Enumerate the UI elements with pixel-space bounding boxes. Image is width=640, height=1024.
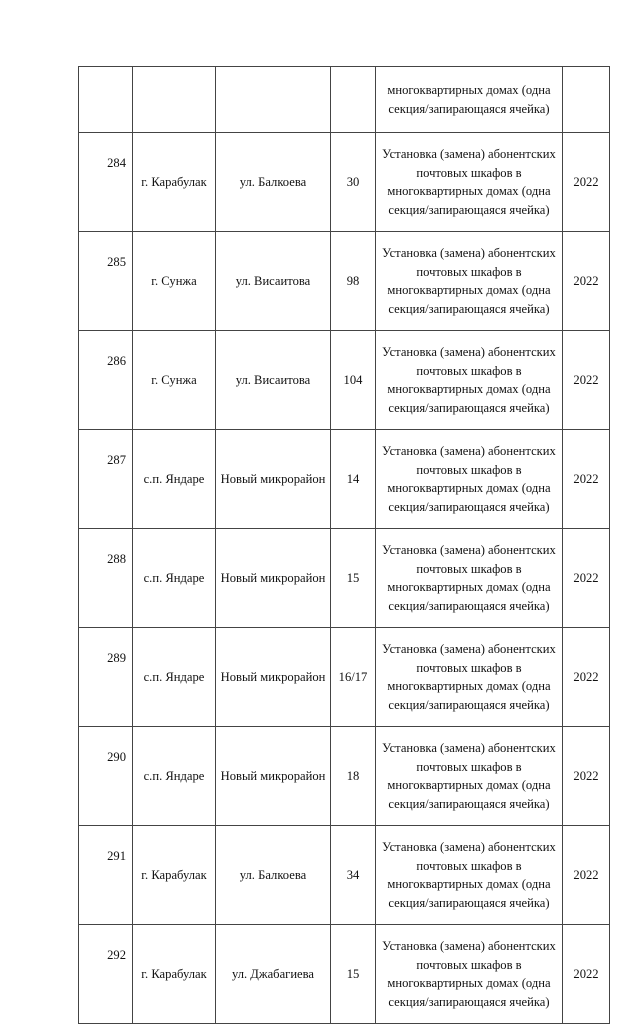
work-line: Установка (замена) абонентских (382, 741, 556, 755)
row-number: 292 (79, 925, 133, 1024)
work-line: почтовых шкафов в (416, 462, 522, 477)
row-house: 104 (331, 331, 376, 430)
work-line: многоквартирных домах (одна (387, 877, 551, 891)
row-number: 291 (79, 826, 133, 925)
table-row (79, 826, 610, 925)
row-city: г. Сунжа (133, 232, 216, 331)
work-line: почтовых шкафов в (416, 165, 522, 180)
row-city: с.п. Яндаре (133, 430, 216, 529)
work-line: Установка (замена) абонентских (382, 147, 556, 161)
work-line: Установка (замена) абонентских (382, 840, 556, 854)
work-line: Установка (замена) абонентских (382, 939, 556, 953)
row-street: ул. Джабагиева (216, 925, 331, 1024)
work-line: Установка (замена) абонентских (382, 345, 556, 359)
row-number: 285 (79, 232, 133, 331)
row-work (376, 826, 563, 925)
row-street: Новый микрорайон (216, 628, 331, 727)
row-work (376, 925, 563, 1024)
row-city: г. Карабулак (133, 133, 216, 232)
row-year: 2022 (563, 430, 610, 529)
table-row (79, 529, 610, 628)
table-row (79, 232, 610, 331)
row-house: 15 (331, 925, 376, 1024)
row-year: 2022 (563, 925, 610, 1024)
table-row (79, 727, 610, 826)
row-city (133, 67, 216, 133)
row-year: 2022 (563, 727, 610, 826)
row-street: Новый микрорайон (216, 727, 331, 826)
table-row (79, 133, 610, 232)
table-row (79, 628, 610, 727)
row-work (376, 727, 563, 826)
row-street: ул. Висаитова (216, 331, 331, 430)
row-street: ул. Балкоева (216, 826, 331, 925)
continuation-row (79, 67, 610, 133)
works-table (78, 66, 610, 1024)
row-street: ул. Висаитова (216, 232, 331, 331)
row-work (376, 133, 563, 232)
row-street: ул. Балкоева (216, 133, 331, 232)
row-street: Новый микрорайон (216, 430, 331, 529)
works-table-body (79, 67, 610, 1024)
work-line: секция/запирающаяся ячейка) (388, 697, 550, 712)
row-city: с.п. Яндаре (133, 529, 216, 628)
work-line: Установка (замена) абонентских (382, 642, 556, 656)
work-line: Установка (замена) абонентских (382, 246, 556, 260)
work-line: многоквартирных домах (одна (387, 580, 551, 594)
row-year: 2022 (563, 133, 610, 232)
row-work (376, 529, 563, 628)
table-row (79, 430, 610, 529)
row-city: г. Карабулак (133, 925, 216, 1024)
row-house: 15 (331, 529, 376, 628)
work-line: многоквартирных домах (одна (387, 679, 551, 693)
row-work (376, 430, 563, 529)
work-line: почтовых шкафов в (416, 759, 522, 774)
work-line: секция/запирающаяся ячейка) (388, 101, 550, 116)
work-line: секция/запирающаяся ячейка) (388, 499, 550, 514)
work-line: многоквартирных домах (одна (387, 481, 551, 495)
row-city: с.п. Яндаре (133, 628, 216, 727)
row-house: 18 (331, 727, 376, 826)
work-line: секция/запирающаяся ячейка) (388, 796, 550, 811)
row-work (376, 232, 563, 331)
work-line: почтовых шкафов в (416, 264, 522, 279)
row-house: 16/17 (331, 628, 376, 727)
table-row (79, 331, 610, 430)
row-house: 30 (331, 133, 376, 232)
work-line: многоквартирных домах (одна (387, 976, 551, 990)
row-year: 2022 (563, 232, 610, 331)
row-city: с.п. Яндаре (133, 727, 216, 826)
row-number (79, 67, 133, 133)
row-city: г. Карабулак (133, 826, 216, 925)
row-work (376, 628, 563, 727)
row-work (376, 331, 563, 430)
work-line: почтовых шкафов в (416, 561, 522, 576)
row-house: 98 (331, 232, 376, 331)
row-house: 14 (331, 430, 376, 529)
work-line: Установка (замена) абонентских (382, 444, 556, 458)
row-year (563, 67, 610, 133)
work-line: почтовых шкафов в (416, 660, 522, 675)
work-line: многоквартирных домах (одна (387, 184, 551, 198)
row-number: 290 (79, 727, 133, 826)
row-number: 287 (79, 430, 133, 529)
row-work (376, 67, 563, 133)
row-number: 289 (79, 628, 133, 727)
work-line: секция/запирающаяся ячейка) (388, 202, 550, 217)
work-line: многоквартирных домах (одна (387, 83, 551, 97)
table-row (79, 925, 610, 1024)
work-line: многоквартирных домах (одна (387, 778, 551, 792)
work-line: секция/запирающаяся ячейка) (388, 895, 550, 910)
row-number: 286 (79, 331, 133, 430)
row-year: 2022 (563, 628, 610, 727)
work-line: многоквартирных домах (одна (387, 283, 551, 297)
work-line: секция/запирающаяся ячейка) (388, 994, 550, 1009)
work-line: секция/запирающаяся ячейка) (388, 598, 550, 613)
work-line: почтовых шкафов в (416, 858, 522, 873)
row-street: Новый микрорайон (216, 529, 331, 628)
row-number: 284 (79, 133, 133, 232)
work-line: почтовых шкафов в (416, 957, 522, 972)
work-line: многоквартирных домах (одна (387, 382, 551, 396)
row-year: 2022 (563, 331, 610, 430)
row-house (331, 67, 376, 133)
row-street (216, 67, 331, 133)
work-line: секция/запирающаяся ячейка) (388, 301, 550, 316)
row-year: 2022 (563, 826, 610, 925)
work-line: почтовых шкафов в (416, 363, 522, 378)
row-city: г. Сунжа (133, 331, 216, 430)
work-line: Установка (замена) абонентских (382, 543, 556, 557)
row-number: 288 (79, 529, 133, 628)
row-year: 2022 (563, 529, 610, 628)
work-line: секция/запирающаяся ячейка) (388, 400, 550, 415)
row-house: 34 (331, 826, 376, 925)
